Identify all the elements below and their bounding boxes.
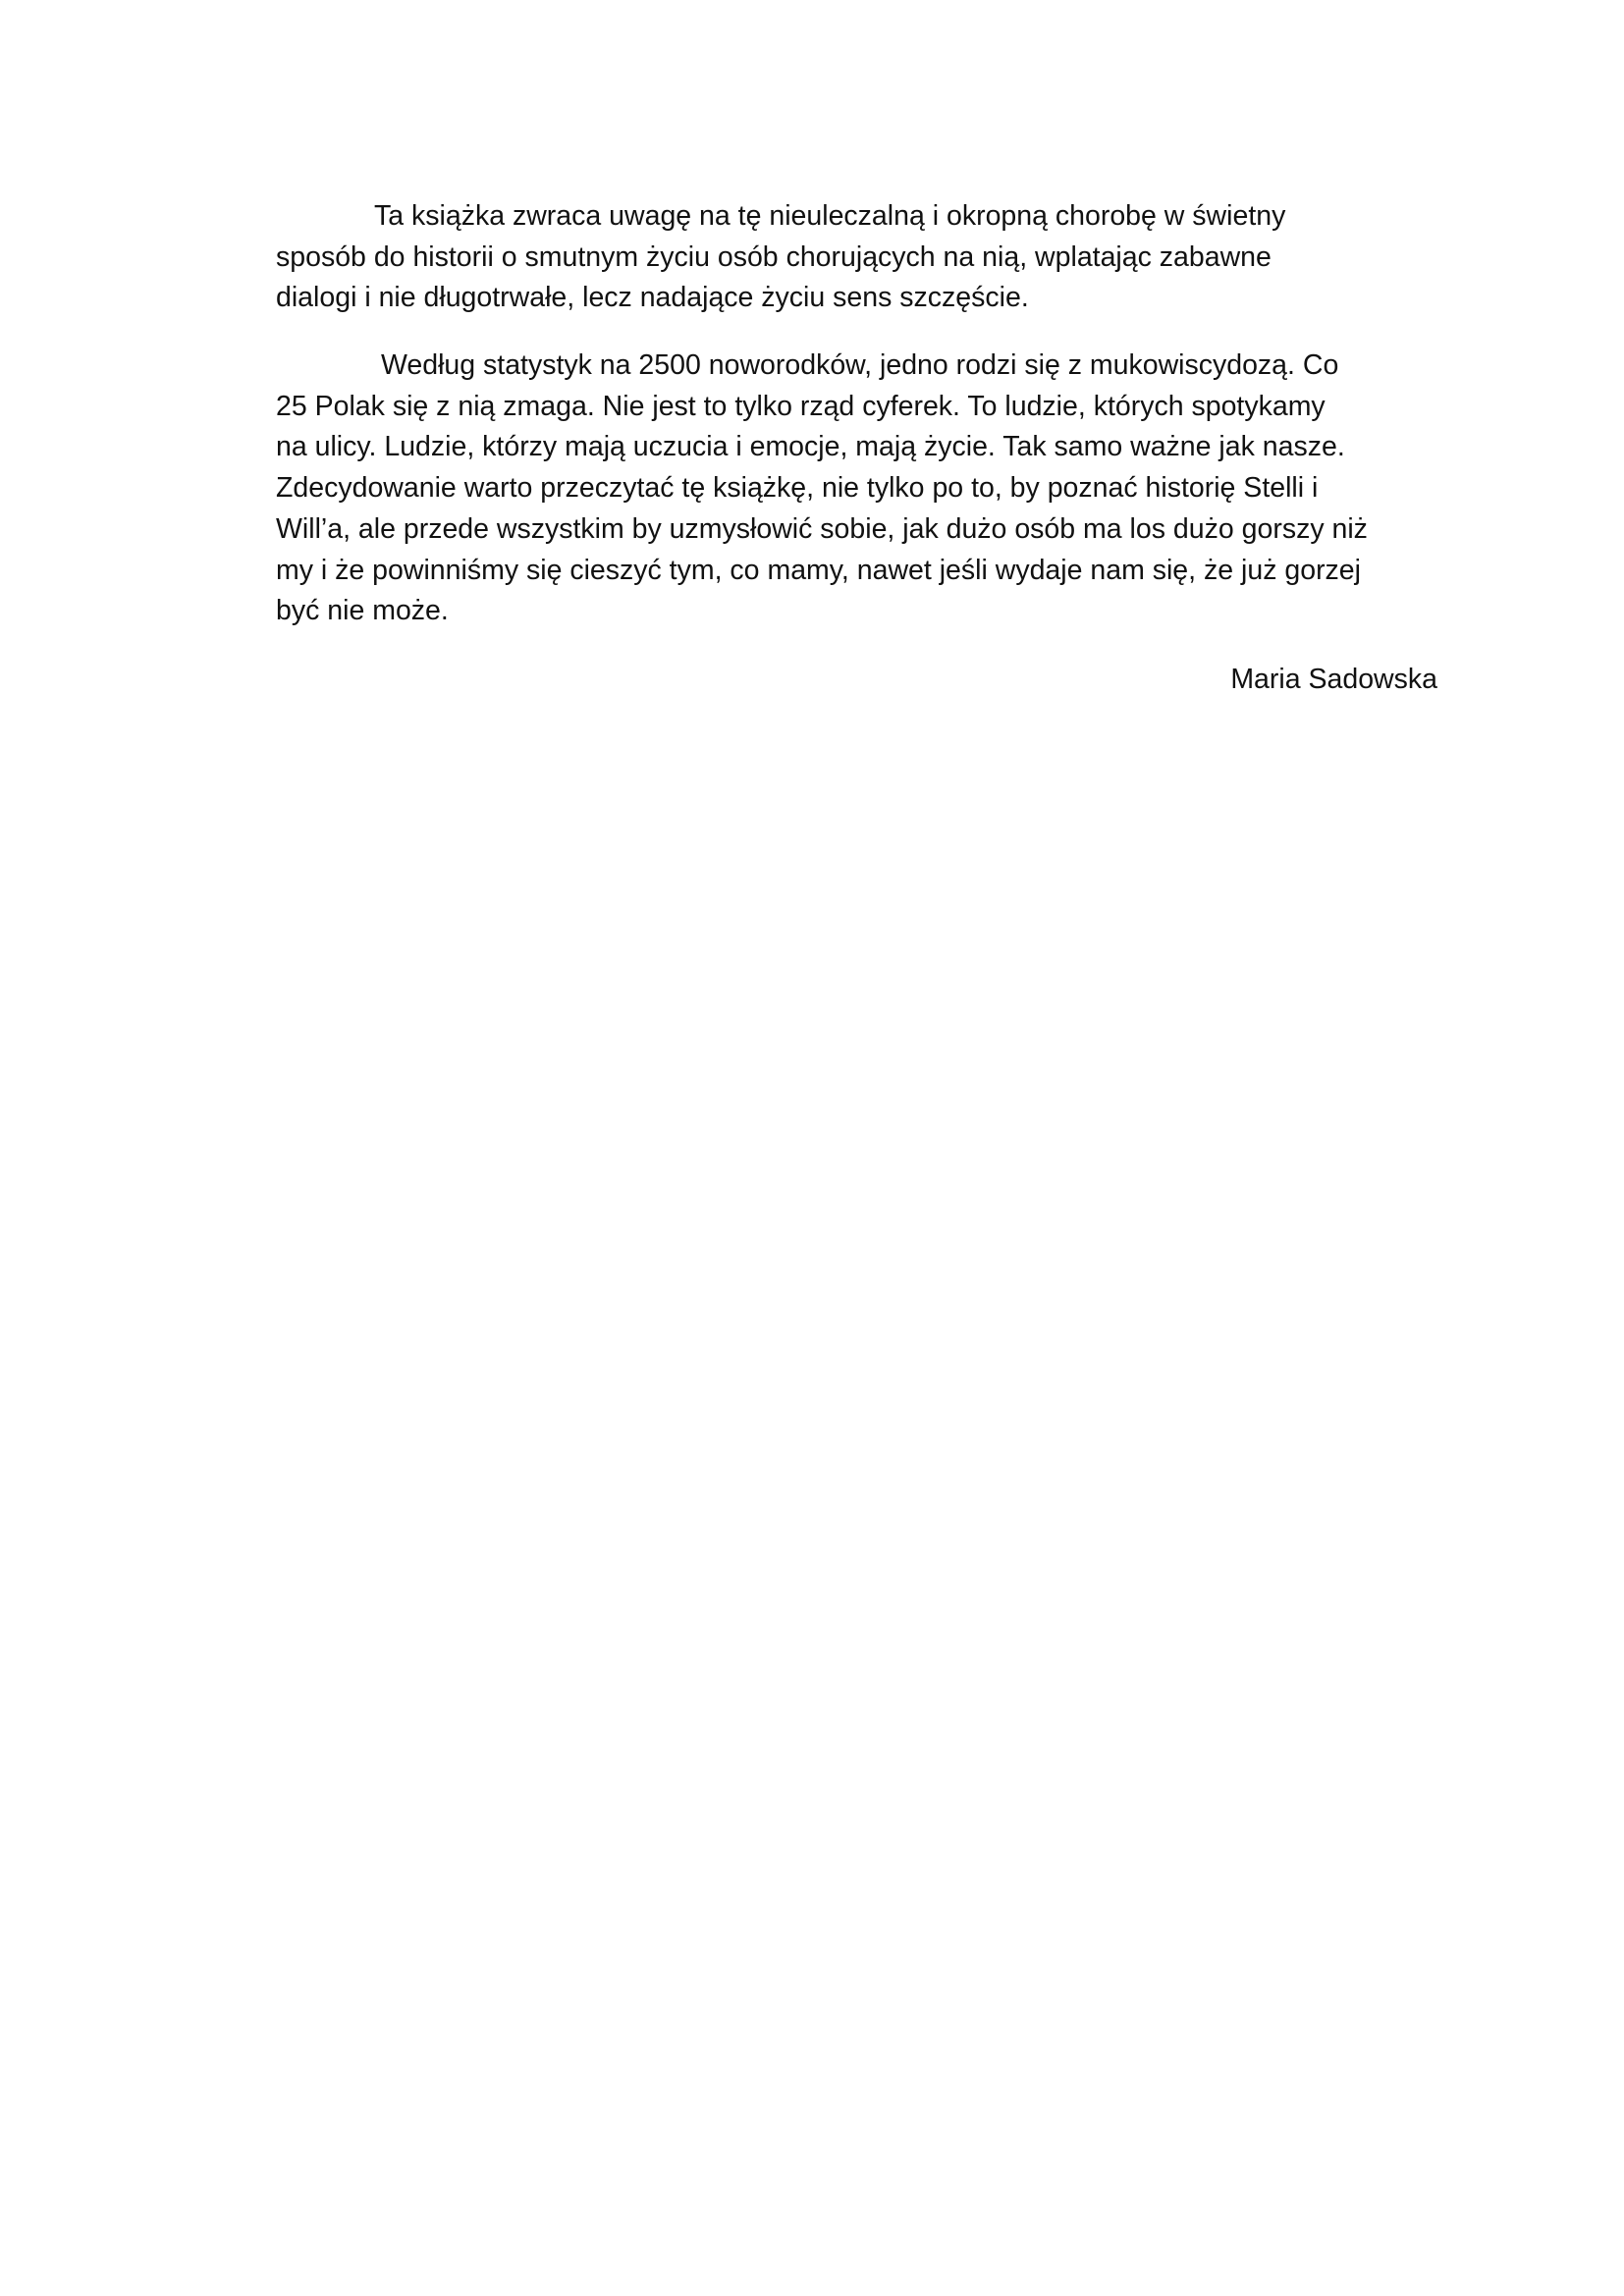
text-line: być nie może. bbox=[276, 595, 449, 627]
paragraph-1 bbox=[276, 196, 1454, 319]
text-line: 25 Polak się z nią zmaga. Nie jest to tylko rząd cyferek. To ludzie, których spotykamy bbox=[276, 390, 1326, 422]
text-line: na ulicy. Ludzie, którzy mają uczucia i emocje, mają życie. Tak samo ważne jak nasze. bbox=[276, 431, 1345, 463]
text-line: Zdecydowanie warto przeczytać tę książkę, nie tylko po to, by poznać historię Stelli i bbox=[276, 472, 1319, 505]
text-line: sposób do historii o smutnym życiu osób chorujących na nią, wplatając zabawne bbox=[276, 240, 1272, 273]
paragraph-2 bbox=[276, 346, 1454, 632]
document-body bbox=[276, 196, 1454, 700]
text-line: Ta książka zwraca uwagę na tę nieuleczalną i okropną chorobę w świetny bbox=[374, 200, 1286, 232]
text-line: Według statystyk na 2500 noworodków, jedno rodzi się z mukowiscydozą. Co bbox=[381, 349, 1339, 382]
author-signature: Maria Sadowska bbox=[1230, 663, 1437, 695]
text-line: Will’a, ale przede wszystkim by uzmysłowić sobie, jak dużo osób ma los dużo gorszy niż bbox=[276, 512, 1368, 545]
text-line: my i że powinniśmy się cieszyć tym, co mamy, nawet jeśli wydaje nam się, że już gorzej bbox=[276, 554, 1361, 586]
text-line: dialogi i nie długotrwałe, lecz nadające życiu sens szczęście. bbox=[276, 282, 1029, 314]
